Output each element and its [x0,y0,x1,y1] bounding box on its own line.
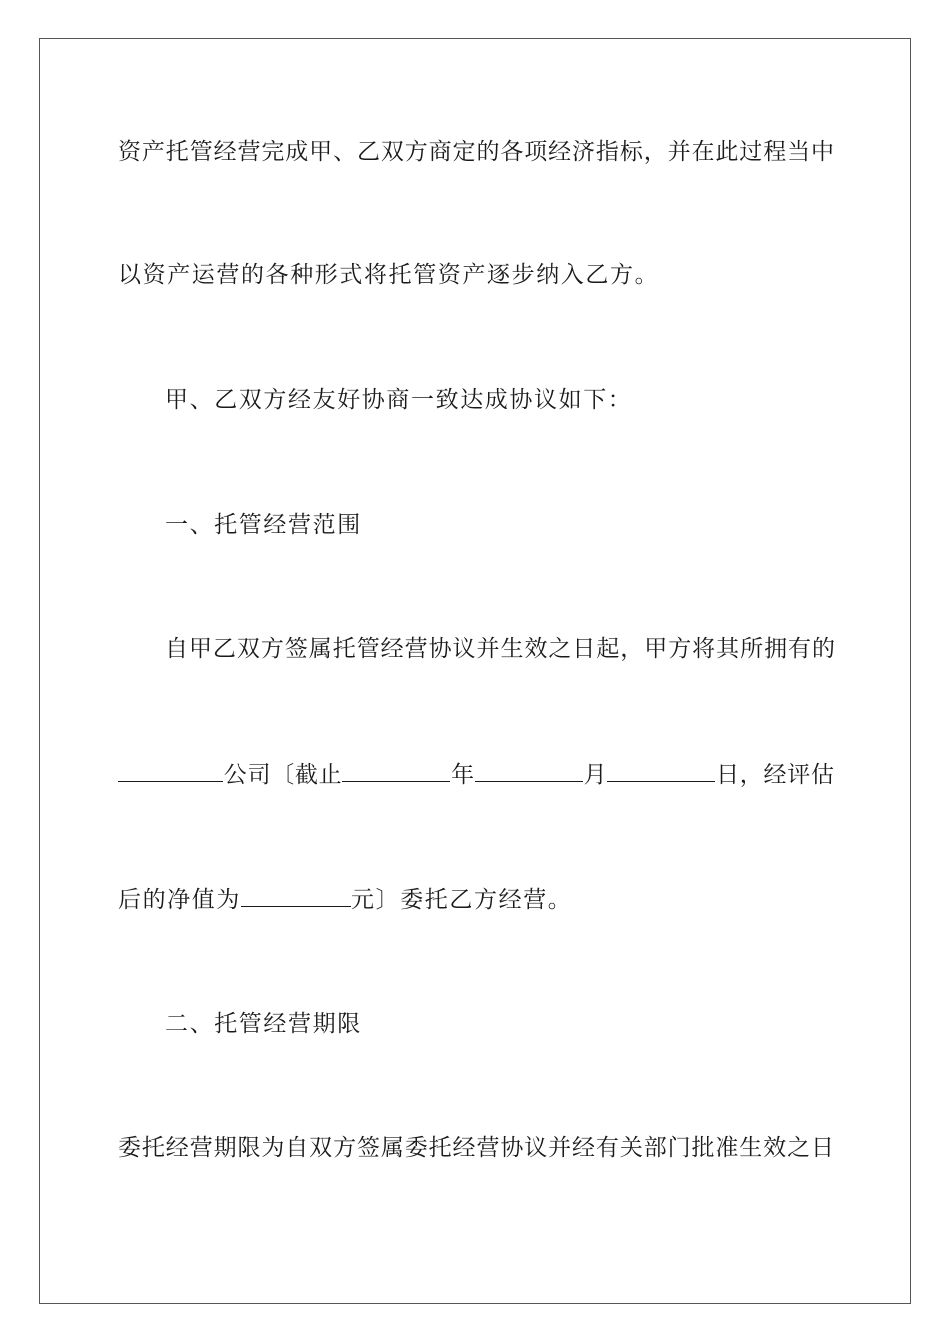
paragraph-line: 甲、乙双方经友好协商一致达成协议如下： [165,387,633,413]
paragraph-line-with-blanks [118,759,834,790]
text-segment: 年 [450,762,475,788]
text-segment: 后的净值为 [118,887,241,913]
text-segment: 月 [582,762,608,788]
section-heading-term: 二、托管经营期限 [165,1011,362,1037]
blank-day[interactable] [607,759,715,782]
blank-company[interactable] [118,759,223,782]
page-frame [39,38,911,1304]
paragraph-line: 以资产运营的各种形式将托管资产逐步纳入乙方。 [118,262,660,288]
text-segment: 日，经评估 [715,762,835,788]
paragraph-line: 自甲乙双方签属托管经营协议并生效之日起，甲方将其所拥有的 [165,636,835,662]
text-segment: 公司〔截止 [223,762,343,788]
text-segment: 元〕委托乙方经营。 [351,887,573,913]
section-heading-scope: 一、托管经营范围 [165,512,362,538]
paragraph-line: 委托经营期限为自双方签属委托经营协议并经有关部门批准生效之日 [118,1135,834,1161]
paragraph-line-with-blanks [118,884,834,915]
blank-year[interactable] [342,759,450,782]
blank-month[interactable] [475,759,583,782]
blank-amount[interactable] [241,884,351,907]
paragraph-line: 资产托管经营完成甲、乙双方商定的各项经济指标，并在此过程当中 [118,139,834,165]
